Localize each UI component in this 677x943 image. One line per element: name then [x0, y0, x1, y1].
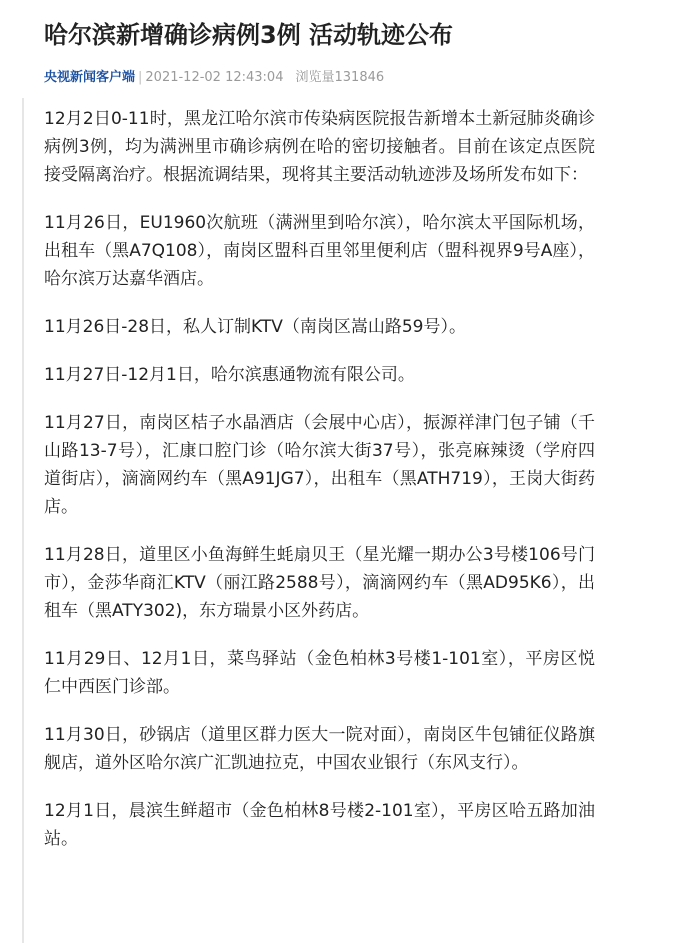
publish-time: 2021-12-02 12:43:04	[145, 70, 284, 85]
source-link[interactable]: 央视新闻客户端	[44, 70, 136, 85]
views-label: 浏览量	[295, 70, 335, 85]
paragraph-intro: 12月2日0-11时，黑龙江哈尔滨市传染病医院报告新增本土新冠肺炎确诊病例3例，均为满洲里市确诊病例在哈的密切接触者。目前在该定点医院接受隔离治疗。根据流调结果，现将其主要活动轨迹涉及场所发布如下：	[44, 109, 595, 185]
article-title: 哈尔滨新增确诊病例3例 活动轨迹公布	[44, 21, 454, 49]
meta-separator: |	[138, 70, 143, 85]
paragraph-dec1: 12月1日，晨滨生鲜超市（金色柏林8号楼2-101室），平房区哈五路加油站。	[44, 801, 595, 849]
paragraph-nov28: 11月28日，道里区小鱼海鲜生蚝扇贝王（星光耀一期办公3号楼106号门市），金莎华商汇KTV（丽江路2588号），滴滴网约车（黑AD95K6），出租车（黑ATY302)，东方瑞景小区外药店。	[44, 545, 595, 621]
paragraph-nov30: 11月30日，砂锅店（道里区群力医大一院对面），南岗区牛包铺征仪路旗舰店，道外区哈尔滨广汇凯迪拉克，中国农业银行（东风支行）。	[44, 725, 595, 773]
article-body	[44, 105, 595, 853]
paragraph-nov29-dec1: 11月29日、12月1日，菜鸟驿站（金色柏林3号楼1-101室），平房区悦仁中西医门诊部。	[44, 649, 595, 697]
paragraph-nov27: 11月27日，南岗区桔子水晶酒店（会展中心店），振源祥津门包子铺（千山路13-7号），汇康口腔门诊（哈尔滨大街37号），张亮麻辣烫（学府四道街店），滴滴网约车（黑A91JG7），出租车（黑ATH719），王岗大街药店。	[44, 413, 595, 517]
paragraph-nov26-28: 11月26日-28日，私人订制KTV（南岗区嵩山路59号）。	[44, 317, 467, 337]
article-meta	[44, 66, 595, 90]
paragraph-nov27-dec1: 11月27日-12月1日，哈尔滨惠通物流有限公司。	[44, 365, 415, 385]
views-count: 131846	[334, 70, 385, 85]
paragraph-nov26: 11月26日，EU1960次航班（满洲里到哈尔滨），哈尔滨太平国际机场，出租车（黑A7Q108），南岗区盟科百里邻里便利店（盟科视界9号A座），哈尔滨万达嘉华酒店。	[44, 213, 595, 289]
